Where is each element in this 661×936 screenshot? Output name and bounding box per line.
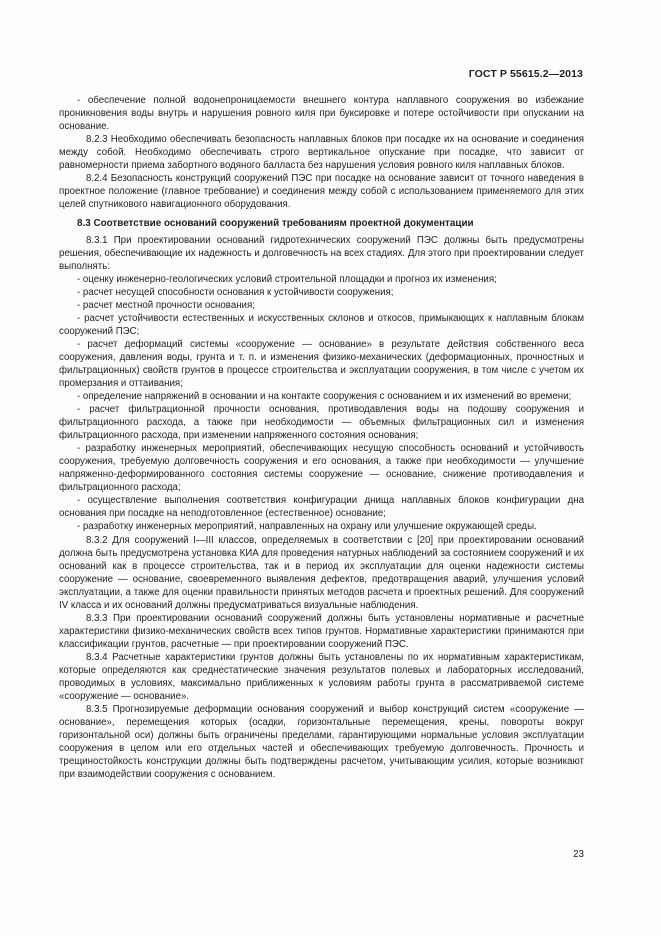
- bullet-watertightness: - обеспечение полной водонепроницаемости внешнего контура наплавного сооружения во избежание проникновения воды внутрь и нарушения ровного киля при буксировке и потере остойчивости при опускании на основание.: [59, 95, 584, 133]
- bullet-item: - разработку инженерных мероприятий, направленных на охрану или улучшение окружающей среды.: [77, 521, 537, 533]
- bullet-item: - расчет фильтрационной прочности основания, противодавления воды на подошву сооружения и фильтрационного расхода, а также при необходимости — объемных фильтрационных сил и изменения фильтрационного расхода, при изменении напряженного состояния основания;: [59, 404, 584, 442]
- bullet-item: - расчет несущей способности основания к устойчивости сооружения;: [77, 287, 394, 299]
- standard-header: ГОСТ Р 55615.2—2013: [468, 68, 583, 80]
- bullet-item: - расчет деформаций системы «сооружение — основание» в результате действия собственного веса сооружения, давления воды, грунта и т. п. и изменения физико-механических (деформационных, прочностных и фильтрационных) свойств грунтов в процессе строительства и эксплуатации сооружения, в том числе с учетом их промерзания и оттаивания;: [59, 339, 584, 390]
- clause-8-3-2: 8.3.2 Для сооружений I—III классов, определяемых в соответствии с [20] при проектировании оснований должна быть предусмотрена установка КИА для проведения натурных наблюдений за состоянием сооружений и их оснований как в процессе строительства, так и в период их эксплуатации для оценки надежности системы сооружение — основание, своевременного выявления дефектов, предотвращения аварий, улучшения условий эксплуатации, а также для оценки правильности принятых методов расчета и проектных решений. Для сооружений IV класса и их оснований должны предусматриваться визуальные наблюдения.: [59, 534, 584, 611]
- bullet-item: - осуществление выполнения соответствия конфигурации днища наплавных блоков конфигурации дна основания при посадке на неподготовленное (естественное) основание;: [59, 495, 584, 520]
- bullet-item: - оценку инженерно-геологических условий строительной площадки и прогноз их изменения;: [77, 274, 497, 286]
- document-body: [59, 94, 584, 781]
- section-heading-8-3: 8.3 Соответствие оснований сооружений требованиям проектной документации: [77, 218, 474, 230]
- bullet-item: - определение напряжений в основании и на контакте сооружения с основанием и их изменений во времени;: [77, 391, 572, 403]
- clause-8-2-3: 8.2.3 Необходимо обеспечивать безопасность наплавных блоков при посадке их на основание и соединения между собой. Необходимо обеспечивать строго вертикальное опускание при посадке, что зависит от равномерности приема забортного водяного балласта без нарушения условия ровного киля наплавных блоков.: [59, 134, 584, 172]
- clause-8-3-5: 8.3.5 Прогнозируемые деформации основания сооружений и выбор конструкций систем «сооружение — основание», перемещения которых (осадки, горизонтальные перемещения, крены, повороты вокруг горизонтальной оси) должны быть ограничены пределами, гарантирующими нормальные условия эксплуатации сооружения в целом или его отдельных частей и обеспечивающих требуемую долговечность. Прочность и трещиностойкость конструкции должны быть подтверждены расчетом, учитывающим усилия, которые возникают при взаимодействии сооружения с основанием.: [59, 703, 584, 780]
- bullet-item: - расчет устойчивости естественных и искусственных склонов и откосов, примыкающих к наплавным блокам сооружений ПЭС;: [59, 313, 584, 338]
- clause-8-2-4: 8.2.4 Безопасность конструкций сооружений ПЭС при посадке на основание зависит от точного наведения в проектное положение (главное требование) и соединения между собой с использованием применяемого для этих целей спутникового навигационного оборудования.: [59, 173, 584, 211]
- page-number: 23: [573, 849, 584, 860]
- bullet-item: - расчет местной прочности основания;: [77, 300, 255, 312]
- bullet-item: - разработку инженерных мероприятий, обеспечивающих несущую способность оснований и устойчивость сооружения, требуемую долговечность сооружения и его основания, а также при необходимости — улучшение напряженно-деформированного состояния системы сооружение — основание, снижение противодавления и фильтрационного расхода;: [59, 443, 584, 494]
- clause-8-3-3: 8.3.3 При проектировании оснований сооружений должны быть установлены нормативные и расчетные характеристики физико-механических свойств всех типов грунтов. Нормативные характеристики принимаются при классификации грунтов, расчетные — при проектировании сооружений ПЭС.: [59, 612, 584, 650]
- clause-8-3-4: 8.3.4 Расчетные характеристики грунтов должны быть установлены по их нормативным характеристикам, которые определяются как среднестатические значения результатов полевых и лабораторных исследований, проводимых в условиях, максимально приближенных к условиям работы грунта в рассматриваемой системе «сооружение — основание».: [59, 651, 584, 702]
- clause-8-3-1: 8.3.1 При проектировании оснований гидротехнических сооружений ПЭС должны быть предусмотрены решения, обеспечивающие их надежность и долговечность на всех стадиях. Для этого при проектировании следует выполнять:: [59, 235, 584, 273]
